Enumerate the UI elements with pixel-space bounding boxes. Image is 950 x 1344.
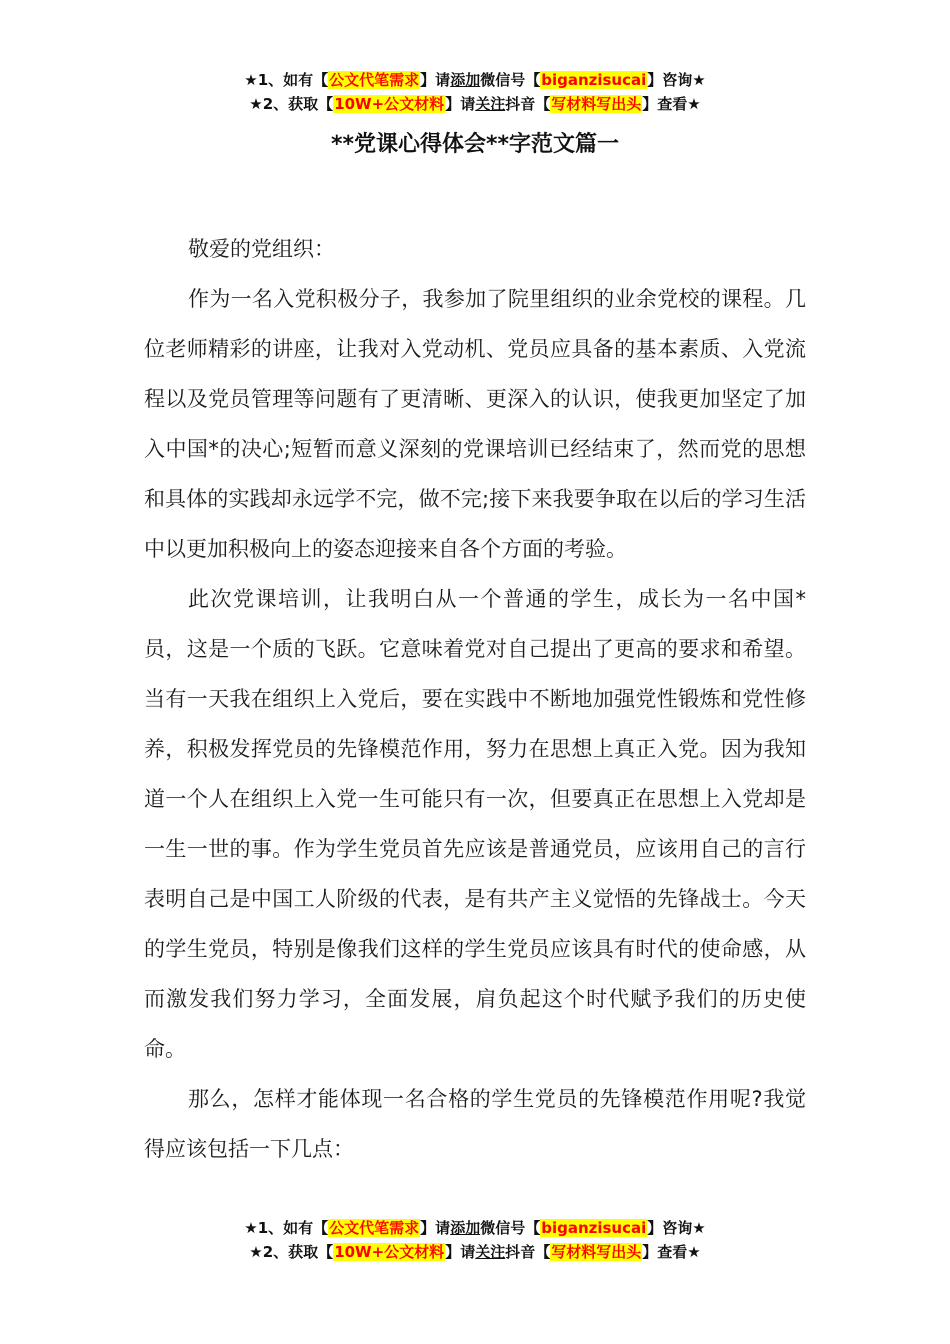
banner-highlight: 10W+公文材料	[334, 95, 445, 113]
banner-highlight: 公文代笔需求	[329, 71, 420, 89]
document-title: **党课心得体会**字范文篇一	[330, 132, 620, 157]
body-paragraph: 那么，怎样才能体现一名合格的学生党员的先锋模范作用呢?我觉得应该包括一下几点：	[144, 1087, 806, 1161]
banner-line-1: ★1、如有【公文代笔需求】请添加微信号【biganzisucai】咨询★	[244, 71, 706, 89]
banner-highlight: 写材料写出头	[551, 1243, 642, 1261]
body-paragraph: 作为一名入党积极分子，我参加了院里组织的业余党校的课程。几位老师精彩的讲座，让我对入党动机、党员应具备的基本素质、入党流程以及党员管理等问题有了更清晰、更深入的认识，使我更加坚定了加入中国*的决心;短暂而意义深刻的党课培训已经结束了，然而党的思想和具体的实践却永远学不完，做不完;接下来我要争取在以后的学习生活中以更加积极向上的姿态迎接来自各个方面的考验。	[144, 287, 806, 561]
document-body	[144, 224, 806, 1174]
banner-highlight: 写材料写出头	[551, 95, 642, 113]
footer-banner	[0, 1216, 950, 1264]
banner-line-2: ★2、获取【10W+公文材料】请关注抖音【写材料写出头】查看★	[249, 1243, 701, 1261]
banner-highlight: 10W+公文材料	[334, 1243, 445, 1261]
body-paragraph: 此次党课培训，让我明白从一个普通的学生，成长为一名中国*员，这是一个质的飞跃。它意味着党对自己提出了更高的要求和希望。当有一天我在组织上入党后，要在实践中不断地加强党性锻炼和党性修养，积极发挥党员的先锋模范作用，努力在思想上真正入党。因为我知道一个人在组织上入党一生可能只有一次，但要真正在思想上入党却是一生一世的事。作为学生党员首先应该是普通党员，应该用自己的言行表明自己是中国工人阶级的代表，是有共产主义觉悟的先锋战士。今天的学生党员，特别是像我们这样的学生党员应该具有时代的使命感，从而激发我们努力学习，全面发展，肩负起这个时代赋予我们的历史使命。	[144, 587, 806, 1061]
salutation-paragraph: 敬爱的党组织：	[188, 237, 335, 261]
banner-highlight: 公文代笔需求	[329, 1219, 420, 1237]
banner-line-2: ★2、获取【10W+公文材料】请关注抖音【写材料写出头】查看★	[249, 95, 701, 113]
banner-highlight: biganzisucai	[541, 1219, 647, 1237]
banner-line-1: ★1、如有【公文代笔需求】请添加微信号【biganzisucai】咨询★	[244, 1219, 706, 1237]
header-banner	[0, 68, 950, 116]
banner-highlight: biganzisucai	[541, 71, 647, 89]
